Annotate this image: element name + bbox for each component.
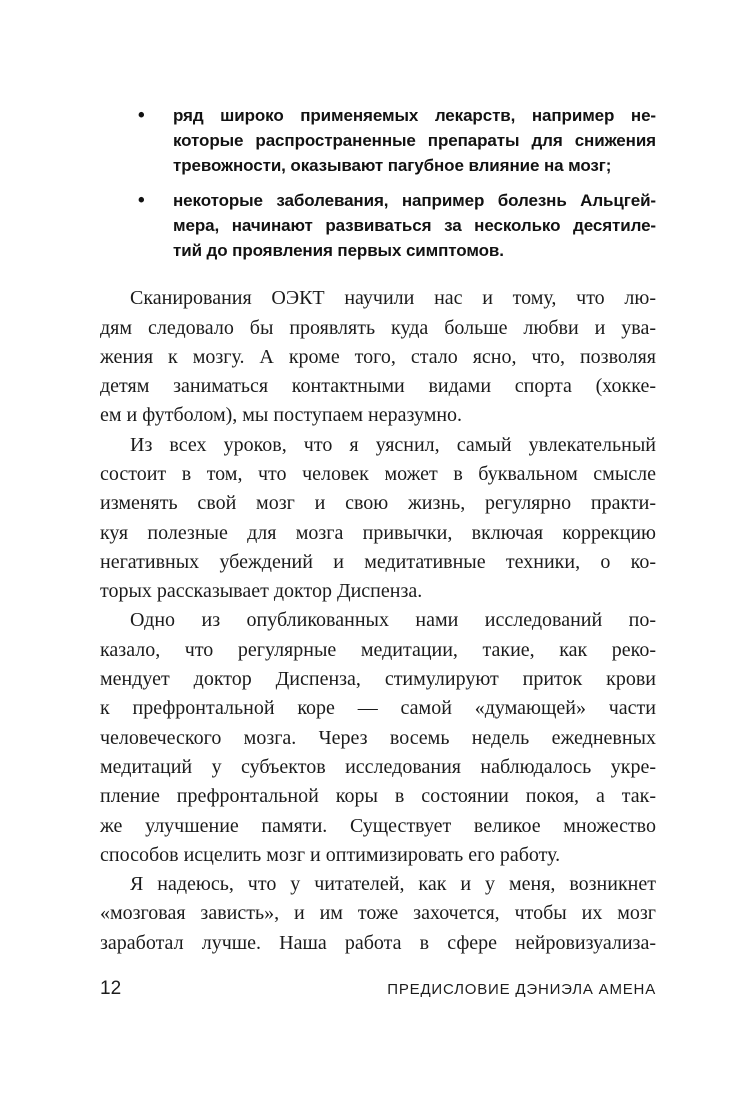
text-line: Сканирования ОЭКТ научили нас и тому, что лю- bbox=[130, 287, 656, 310]
text-line: медитаций у субъектов исследования наблюдалось укре- bbox=[100, 755, 656, 778]
text-line: жения к мозгу. А кроме того, стало ясно, что, позволяя bbox=[100, 345, 656, 368]
body-text bbox=[100, 284, 656, 958]
text-line: мера, начинают развиваться за несколько десятиле- bbox=[173, 215, 656, 235]
text-line: торых рассказывает доктор Диспенза. bbox=[100, 580, 423, 603]
text-line: тревожности, оказывают пагубное влияние на мозг; bbox=[173, 156, 612, 176]
text-line: ряд широко применяемых лекарств, например не- bbox=[173, 106, 656, 125]
text-line: некоторые заболевания, например болезнь Альцгей- bbox=[173, 190, 656, 210]
text-line: способов исцелить мозг и оптимизировать его работу. bbox=[100, 843, 561, 866]
text-block bbox=[100, 103, 656, 958]
bullet-icon: • bbox=[138, 105, 145, 126]
page-number: 12 bbox=[100, 978, 122, 999]
bullet-text bbox=[173, 188, 656, 264]
text-line: дям следовало бы проявлять куда больше любви и ува- bbox=[100, 316, 656, 339]
paragraph bbox=[100, 606, 656, 870]
text-line: изменять свой мозг и свою жизнь, регулярно практи- bbox=[100, 492, 656, 515]
text-line: к префронтальной коре — самой «думающей» части bbox=[100, 697, 656, 720]
text-line: тий до проявления первых симптомов. bbox=[173, 241, 504, 261]
bullet-icon: • bbox=[138, 189, 145, 211]
bullet-item bbox=[100, 103, 656, 179]
text-line: мендует доктор Диспенза, стимулируют приток крови bbox=[100, 668, 656, 691]
bullet-list bbox=[100, 103, 656, 263]
text-line: Одно из опубликованных нами исследований по- bbox=[130, 609, 656, 632]
running-title: ПРЕДИСЛОВИЕ ДЭНИЭЛА АМЕНА bbox=[387, 981, 656, 998]
text-line: ем и футболом), мы поступаем неразумно. bbox=[100, 404, 463, 427]
text-line: заработал лучше. Наша работа в сфере нейровизуализа- bbox=[100, 931, 656, 954]
page-footer bbox=[100, 978, 656, 1000]
text-line: которые распространенные препараты для снижения bbox=[173, 131, 656, 151]
text-line: Я надеюсь, что у читателей, как и у меня, возникнет bbox=[130, 873, 656, 896]
bullet-item bbox=[100, 188, 656, 264]
text-line: «мозговая зависть», и им тоже захочется, чтобы их мозг bbox=[100, 902, 656, 925]
text-line: человеческого мозга. Через восемь недель ежедневных bbox=[100, 726, 656, 749]
paragraph bbox=[100, 870, 656, 958]
paragraph bbox=[100, 284, 656, 430]
bullet-text bbox=[173, 103, 656, 179]
text-line: детям заниматься контактными видами спорта (хокке- bbox=[100, 375, 656, 398]
text-line: куя полезные для мозга привычки, включая коррекцию bbox=[100, 521, 656, 544]
paragraph bbox=[100, 431, 656, 607]
text-line: пление префронтальной коры в состоянии покоя, а так- bbox=[100, 785, 656, 808]
text-line: Из всех уроков, что я уяснил, самый увлекательный bbox=[130, 433, 656, 456]
text-line: состоит в том, что человек может в буквальном смысле bbox=[100, 463, 656, 485]
text-line: же улучшение памяти. Существует великое множество bbox=[100, 814, 656, 837]
text-line: казало, что регулярные медитации, такие, как реко- bbox=[100, 638, 656, 661]
text-line: негативных убеждений и медитативные техники, о ко- bbox=[100, 550, 656, 573]
